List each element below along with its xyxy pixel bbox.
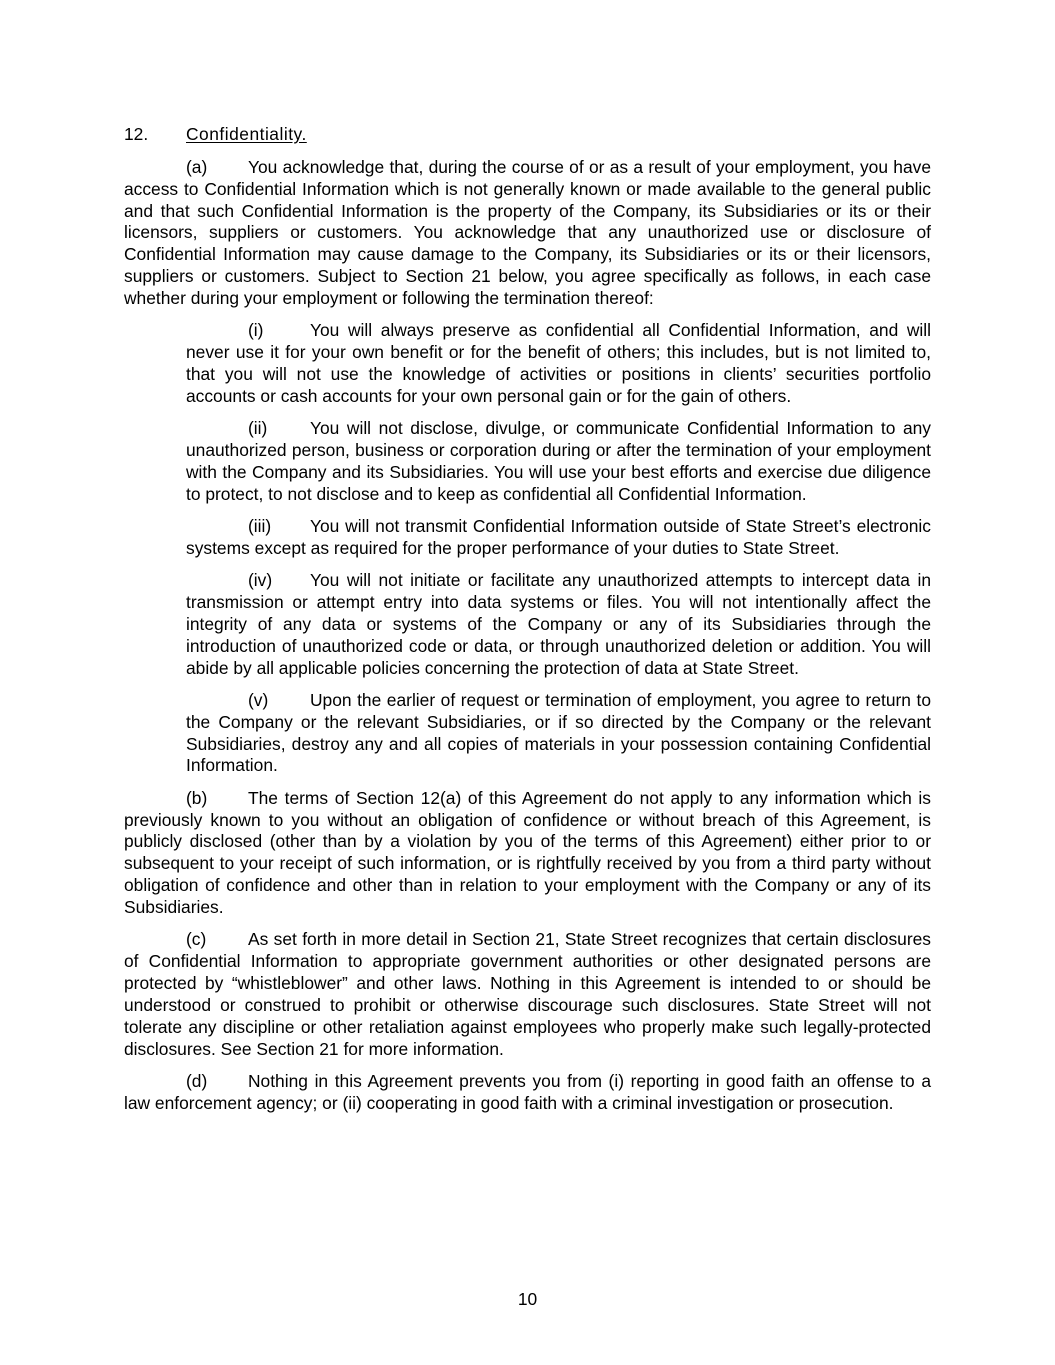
paragraph-a-label: (a) — [186, 156, 208, 177]
subparagraph-iii-text: You will not transmit Confidential Information outside of State Street’s electronic systems except as required for the proper performance of your duties to State Street. — [186, 516, 931, 558]
paragraph-a-text: You acknowledge that, during the course of or as a result of your employment, you have access to Confidential Information which is not generally known or made available to the general public and that such Confidential Information is the property of the Company, its Subsidiaries or its or their licensors, suppliers or customers. You acknowledge that any unauthorized use or disclosure of Confidential Information may cause damage to the Company, its Subsidiaries or its or their licensors, suppliers or customers. Subject to Section 21 below, you agree specifically as follows, in each case whether during your employment or following the termination thereof: — [124, 156, 931, 308]
section-title: Confidentiality. — [186, 124, 307, 144]
subparagraph-iv-text: You will not initiate or facilitate any unauthorized attempts to intercept data in transmission or attempt entry into data systems or files. You will not intentionally affect the integrity of any data or systems of the Company or any of its Subsidiaries through the introduction of unauthorized code or data, or through unauthorized deletion or addition. You will abide by all applicable policies concerning the protection of data at State Street. — [186, 570, 931, 678]
subparagraph-v — [186, 690, 931, 777]
subparagraph-iii — [186, 516, 931, 560]
paragraph-c-label: (c) — [186, 929, 207, 950]
paragraph-a — [124, 157, 931, 310]
subparagraph-ii-label: (ii) — [248, 418, 268, 439]
subparagraph-i-text: You will always preserve as confidential all Confidential Information, and will never use it for your own benefit or for the benefit of others; this includes, but is not limited to, that you will not use the knowledge of activities or positions in clients’ securities portfolio accounts or cash accounts for your own personal gain or for the gain of others. — [186, 320, 931, 406]
subparagraph-ii — [186, 418, 931, 505]
paragraph-c-text: As set forth in more detail in Section 21, State Street recognizes that certain disclosures of Confidential Information to appropriate government authorities or other designated persons are protected by “whistleblower” and other laws. Nothing in this Agreement is intended to or should be understood or construed to prohibit or otherwise discourage such disclosures. State Street will not tolerate any discipline or other retaliation against employees who properly make such legally-protected disclosures. See Section 21 for more information. — [124, 929, 931, 1059]
document-page — [124, 124, 931, 1125]
subparagraph-ii-text: You will not disclose, divulge, or communicate Confidential Information to any unauthorized person, business or corporation during or after the termination of your employment with the Company and its Subsidiaries. You will use your best efforts and exercise due diligence to protect, to not disclose and to keep as confidential all Confidential Information. — [186, 418, 931, 504]
paragraph-c — [124, 929, 931, 1060]
paragraph-b-text: The terms of Section 12(a) of this Agreement do not apply to any information which is previously known to you without an obligation of confidence or without breach of this Agreement, is publicly disclosed (other than by a violation by you of the terms of this Agreement) either prior to or subsequent to your receipt of such information, or is rightfully received by you from a third party without obligation of confidence and other than in relation to your employment with the Company or any of its Subsidiaries. — [124, 787, 931, 917]
subparagraph-iii-label: (iii) — [248, 516, 272, 536]
paragraph-d-label: (d) — [186, 1070, 208, 1091]
subparagraph-i-label: (i) — [248, 320, 264, 341]
page-number: 10 — [517, 1289, 538, 1309]
subparagraph-v-label: (v) — [248, 689, 269, 710]
paragraph-b-label: (b) — [186, 787, 208, 808]
section-number: 12. — [124, 124, 149, 144]
paragraph-d-text: Nothing in this Agreement prevents you from (i) reporting in good faith an offense to a law enforcement agency; or (ii) cooperating in good faith with a criminal investigation or prosecution. — [124, 1070, 931, 1113]
subparagraph-v-text: Upon the earlier of request or termination of employment, you agree to return to the Company or the relevant Subsidiaries, or if so directed by the Company or the relevant Subsidiaries, destroy any and all copies of materials in your possession containing Confidential Information. — [186, 689, 931, 776]
subparagraph-i — [186, 320, 931, 407]
paragraph-b — [124, 788, 931, 919]
paragraph-d — [124, 1071, 931, 1115]
section-heading — [124, 124, 931, 146]
subparagraph-iv — [186, 570, 931, 679]
subparagraph-iv-label: (iv) — [248, 570, 273, 591]
